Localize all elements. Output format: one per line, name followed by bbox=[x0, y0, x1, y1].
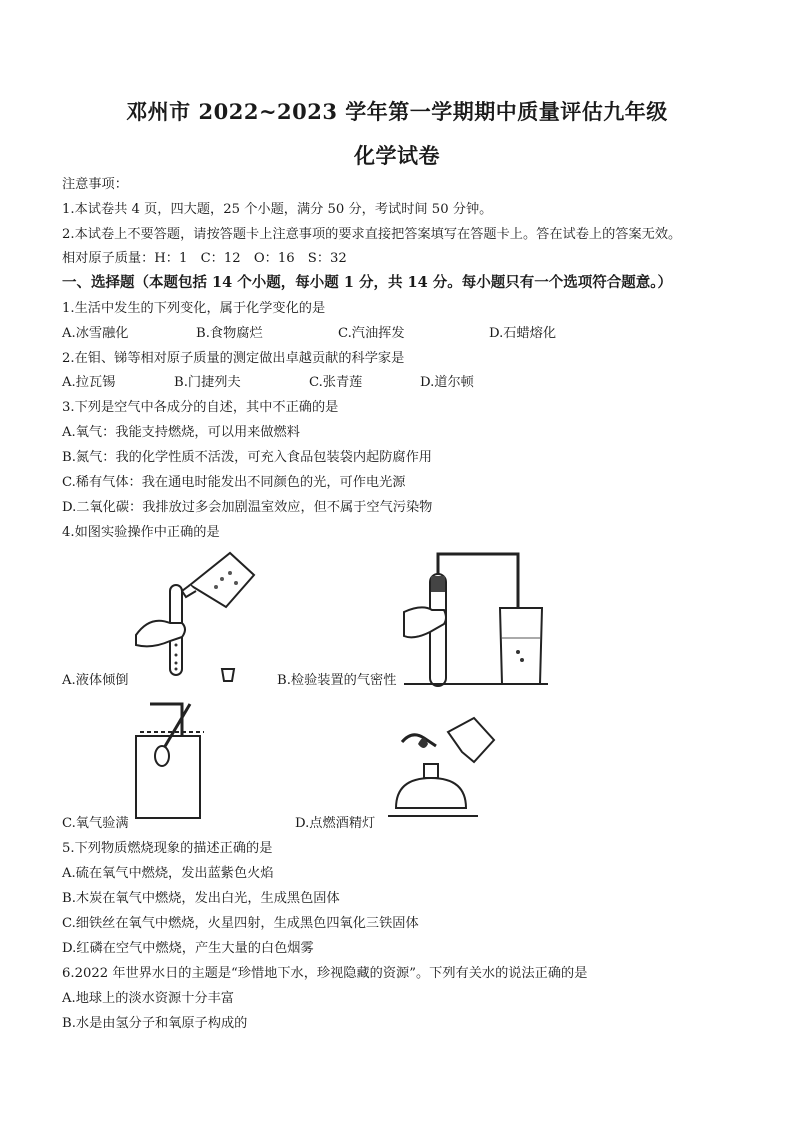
option: D.道尔顿 bbox=[420, 375, 474, 390]
exam-subtitle: 化学试卷 bbox=[354, 143, 440, 168]
option: A.氧气：我能支持燃烧，可以用来做燃料 bbox=[62, 425, 300, 440]
option: B.氮气：我的化学性质不活泼，可充入食品包装袋内起防腐作用 bbox=[62, 450, 432, 465]
question-stem: 4.如图实验操作中正确的是 bbox=[62, 525, 220, 540]
exam-title: 邓州市 2022~2023 学年第一学期期中质量评估九年级 bbox=[126, 99, 668, 124]
figure-oxygen-full-test bbox=[132, 700, 222, 820]
note-item: 2.本试卷上不要答题，请按答题卡上注意事项的要求直接把答案填写在答题卡上。答在试卷上的答案无效。 bbox=[62, 227, 682, 242]
option: C.氧气验满 bbox=[62, 816, 129, 831]
figure-airtightness-check bbox=[400, 548, 550, 688]
question-stem: 5.下列物质燃烧现象的描述正确的是 bbox=[62, 841, 273, 856]
option: D.红磷在空气中燃烧，产生大量的白色烟雾 bbox=[62, 941, 314, 956]
question-stem: 2.在钼、锑等相对原子质量的测定做出卓越贡献的科学家是 bbox=[62, 351, 405, 366]
figure-liquid-pouring bbox=[130, 545, 260, 685]
option: C.细铁丝在氧气中燃烧，火星四射，生成黑色四氧化三铁固体 bbox=[62, 916, 419, 931]
option: D.石蜡熔化 bbox=[489, 326, 557, 341]
note-item: 1.本试卷共 4 页，四大题，25 个小题，满分 50 分，考试时间 50 分钟。 bbox=[62, 202, 493, 217]
option: D.二氧化碳：我排放过多会加剧温室效应，但不属于空气污染物 bbox=[62, 500, 433, 515]
option: A.冰雪融化 bbox=[62, 326, 129, 341]
question-stem: 1.生活中发生的下列变化，属于化学变化的是 bbox=[62, 301, 326, 316]
figure-alcohol-lamp bbox=[378, 712, 498, 824]
option: C.汽油挥发 bbox=[338, 326, 405, 341]
atomic-mass-line: 相对原子质量：H：1 C：12 O：16 S：32 bbox=[62, 251, 347, 266]
option: D.点燃酒精灯 bbox=[295, 816, 376, 831]
option: A.硫在氧气中燃烧，发出蓝紫色火焰 bbox=[62, 866, 274, 881]
option: C.稀有气体：我在通电时能发出不同颜色的光，可作电光源 bbox=[62, 475, 406, 490]
option: B.食物腐烂 bbox=[196, 326, 263, 341]
option: A.液体倾倒 bbox=[62, 673, 129, 688]
option: B.水是由氢分子和氧原子构成的 bbox=[62, 1016, 248, 1031]
option: B.检验装置的气密性 bbox=[277, 673, 397, 688]
option: C.张青莲 bbox=[309, 375, 363, 390]
option: A.拉瓦锡 bbox=[62, 375, 116, 390]
option: A.地球上的淡水资源十分丰富 bbox=[62, 991, 234, 1006]
notes-heading: 注意事项： bbox=[62, 177, 128, 192]
option: B.门捷列夫 bbox=[174, 375, 241, 390]
section-heading: 一、选择题（本题包括 14 个小题，每小题 1 分，共 14 分。每小题只有一个选项符合题意。） bbox=[62, 274, 672, 291]
question-stem: 3.下列是空气中各成分的自述，其中不正确的是 bbox=[62, 400, 339, 415]
question-stem: 6.2022 年世界水日的主题是“珍惜地下水，珍视隐藏的资源”。下列有关水的说法正确的是 bbox=[62, 966, 588, 981]
option: B.木炭在氧气中燃烧，发出白光，生成黑色固体 bbox=[62, 891, 340, 906]
